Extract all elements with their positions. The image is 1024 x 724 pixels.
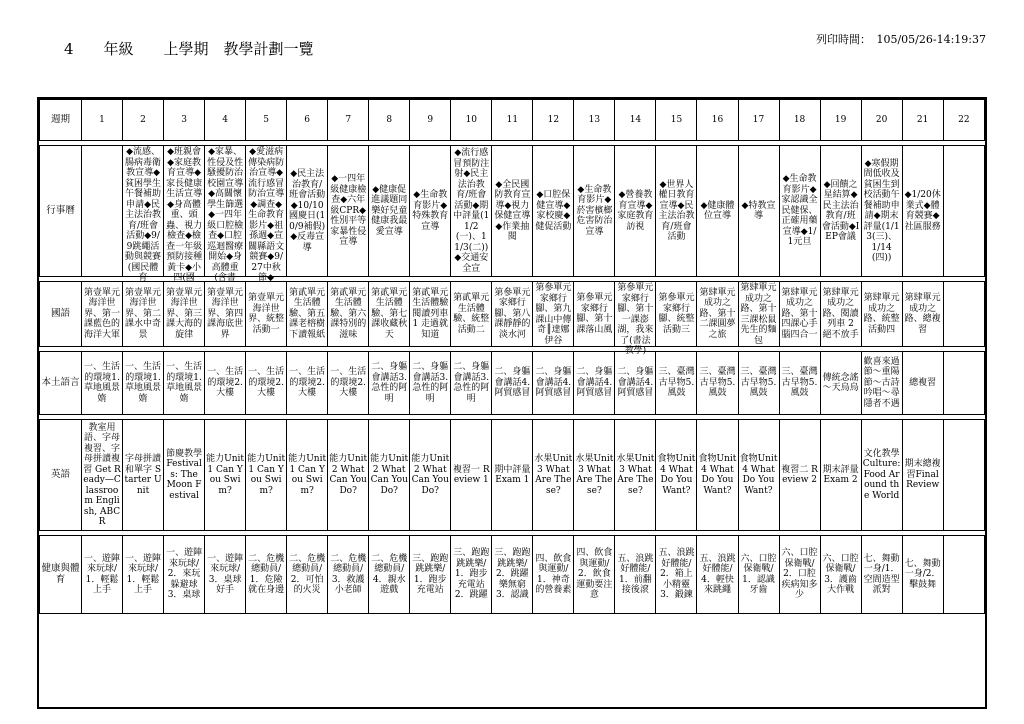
week-number: 5	[246, 100, 287, 141]
plan-cell-text: 第參單元家鄉行腳、第九課山中傳奇║達娜伊谷	[535, 283, 572, 346]
plan-cell-text: 水果Unit 3 What Are These?	[534, 454, 573, 496]
plan-cell-text: 第壹單元海洋世界、第三課大海的旋律	[166, 287, 203, 340]
plan-cell	[287, 146, 328, 277]
plan-cell	[451, 146, 492, 277]
plan-cell	[410, 536, 451, 614]
plan-cell-text: 第壹單元海洋世界、統整活動一	[248, 293, 285, 335]
plan-cell-text: 三、跑跑跳跳樂/1．跑步充電站2．跳躍	[453, 548, 490, 601]
plan-cell-text: 第貳單元生活體驗、統整活動二	[453, 293, 490, 335]
plan-cell-text: 第貳單元生活體驗、第六課特別的滋味	[330, 287, 367, 340]
plan-cell	[943, 420, 984, 531]
plan-cell	[697, 146, 738, 277]
plan-cell-text: ◆生命教育影片◆特殊教育宣導	[412, 190, 449, 232]
plan-cell	[574, 282, 615, 347]
plan-cell	[451, 282, 492, 347]
plan-cell-text: ◆健康促進議題同樂好兒童健康我最愛宣導	[371, 184, 408, 237]
plan-cell	[943, 282, 984, 347]
week-number: 21	[902, 100, 943, 141]
plan-cell-text: 第壹單元海洋世界、第四課海底世界	[207, 287, 244, 340]
plan-cell-text: 三、跑跑跳跳樂/2．跳躍樂無窮3．認識	[494, 548, 531, 601]
plan-cell-text: 二、身軀會講話4.阿貿感冒	[494, 367, 531, 399]
plan-cell	[369, 536, 410, 614]
plan-cell	[246, 282, 287, 347]
plan-cell	[820, 352, 861, 415]
plan-cell	[738, 352, 779, 415]
plan-cell-text: 第參單元家鄉行腳、第八課靜靜的淡水河	[494, 287, 531, 340]
plan-cell	[246, 146, 287, 283]
plan-cell-text: 食物Unit 4 What Do You Want?	[739, 454, 778, 496]
plan-cell	[246, 352, 287, 415]
plan-cell	[697, 420, 738, 531]
week-number: 16	[697, 100, 738, 141]
print-time: 列印時間： 105/05/26-14:19:37	[815, 33, 986, 46]
plan-cell-text: 總複習	[909, 377, 937, 388]
plan-cell-text: 第肆單元成功之路、閱讀列車 2 絕不放手	[822, 287, 859, 340]
plan-cell	[164, 420, 205, 531]
plan-cell-text: 六、口腔保衛戰/2．口腔疾病知多少	[781, 548, 818, 601]
plan-cell-text: ◆1/20休業式◆體育競賽◆社區服務	[904, 190, 941, 232]
week-number: 15	[656, 100, 697, 141]
plan-cell	[902, 146, 943, 277]
plan-cell	[246, 536, 287, 614]
plan-cell-text: 五、浪跳好體能/4．輕快來跳繩	[699, 553, 736, 595]
plan-cell-text: ◆生命教育影片◆家認識全民健保、正確用藥宣導◆1/1元旦	[781, 174, 818, 248]
plan-cell-text: 第壹單元海洋世界、第一課藍色的海洋大軍	[84, 287, 121, 340]
plan-cell	[574, 146, 615, 277]
plan-cell	[533, 146, 574, 277]
plan-cell	[205, 352, 246, 415]
plan-cell	[410, 282, 451, 347]
plan-cell-text: 五、浪跳好體能/2．箱上小精靈3．鍛鍊	[658, 548, 695, 601]
plan-cell	[738, 420, 779, 531]
plan-cell	[369, 146, 410, 277]
plan-cell-text: 六、口腔保衛戰/1．認識牙齒	[740, 553, 777, 595]
plan-cell-text: 一、遊陣來玩球/2．來玩躲避球3．桌球	[166, 548, 203, 601]
plan-cell-text: 七、舞動一身/1．空間造型派對	[863, 553, 900, 595]
plan-cell-text: 一、生活的環境1.草地風景媠	[125, 362, 162, 404]
plan-cell	[533, 420, 574, 531]
plan-cell	[533, 536, 574, 614]
plan-cell	[615, 420, 656, 531]
plan-cell	[369, 420, 410, 531]
plan-cell-text: 二、身軀會講話4.阿貿感冒	[617, 367, 654, 399]
plan-cell	[123, 420, 164, 531]
plan-cell-text: 第貳單元生活體驗閱讀列車 1 走過就知道	[412, 287, 449, 340]
plan-cell	[656, 420, 697, 531]
plan-cell-text: ◆流感、腸病毒衛教宣導◆貧困學生午餐補助申請◆民主法治教育/班會活動◆9/9跳繩活動與競賽(國民體育	[125, 147, 162, 283]
plan-cell-text: 二、身軀會講話4.阿貿感冒	[576, 367, 613, 399]
plan-cell-text: 一、遊陣來玩球/1．輕鬆上手	[125, 553, 162, 595]
plan-cell	[902, 420, 943, 531]
plan-cell-text: 能力Unit 1 Can You Swim?	[288, 454, 327, 496]
plan-cell-text: ◆班親會◆家庭教育宣導◆家長健康生活宣導◆身高體重、頭蟲、視力檢查◆檢查一年級預防接種黃卡◆小四(國	[166, 147, 203, 283]
plan-cell	[574, 352, 615, 415]
plan-cell	[246, 420, 287, 531]
plan-cell-text: 水果Unit 3 What Are These?	[575, 454, 614, 496]
week-number: 11	[492, 100, 533, 141]
plan-cell	[328, 352, 369, 415]
plan-cell-text: 四、飲食與運動/1．神奇的營養素	[535, 553, 572, 595]
plan-cell-text: 能力Unit 2 What Can You Do?	[329, 454, 368, 496]
plan-cell	[615, 352, 656, 415]
plan-cell	[287, 420, 328, 531]
week-number: 20	[861, 100, 902, 141]
plan-cell	[697, 282, 738, 347]
plan-cell	[205, 420, 246, 531]
plan-cell	[410, 146, 451, 277]
plan-cell	[615, 536, 656, 614]
plan-cell-text: 第肆單元成功之路、第十四課心手腦四合一	[781, 287, 818, 340]
week-number: 8	[369, 100, 410, 141]
subject-row	[40, 352, 985, 415]
plan-cell-text: 第肆單元成功之路、總複習	[904, 293, 941, 335]
plan-cell	[820, 536, 861, 614]
plan-cell-text: 一、生活的環境2.大樓	[248, 367, 285, 399]
plan-cell	[574, 536, 615, 614]
plan-cell	[369, 282, 410, 347]
plan-cell	[492, 352, 533, 415]
week-number: 7	[328, 100, 369, 141]
plan-cell-text: 四、飲食與運動/2．飲食運動要注意	[576, 548, 613, 601]
plan-cell-text: ◆全民國防教育宣導◆視力保健宣導◆作業抽閱	[494, 179, 531, 242]
plan-cell-text: 三、臺灣古早物5.風鼓	[699, 367, 736, 399]
week-number: 13	[574, 100, 615, 141]
plan-cell	[287, 352, 328, 415]
plan-cell	[902, 536, 943, 614]
plan-cell-text: 第肆單元成功之路、第十二課圓夢之旅	[699, 287, 736, 340]
plan-cell-text: 三、臺灣古早物5.風鼓	[781, 367, 818, 399]
week-header-row	[40, 100, 985, 141]
week-number: 9	[410, 100, 451, 141]
page-title: 4 年級 上學期 教學計劃一覽	[64, 40, 314, 58]
plan-cell	[492, 536, 533, 614]
plan-cell	[861, 420, 902, 531]
plan-cell-text: 能力Unit 2 What Can You Do?	[411, 454, 450, 496]
plan-cell-text: 五、浪跳好體能/1．前翻接後滾	[617, 553, 654, 595]
plan-cell-text: 六、口腔保衛戰/3．護齒大作戰	[822, 553, 859, 595]
plan-cell-text: ◆寒假期間低收及貧困生到校活動午餐補助申請◆期末評量(1/13(三)、1/14(四))	[863, 158, 900, 263]
plan-cell-text: 二、身軀會講話4.阿貿感冒	[535, 367, 572, 399]
plan-cell	[779, 146, 820, 277]
plan-cell-text: 三、臺灣古早物5.風鼓	[658, 367, 695, 399]
plan-cell	[656, 282, 697, 347]
plan-cell-text: 一、生活的環境1.草地風景媠	[84, 362, 121, 404]
week-number: 1	[82, 100, 123, 141]
plan-cell	[861, 146, 902, 277]
plan-cell	[533, 282, 574, 347]
plan-cell	[943, 536, 984, 614]
subject-label: 本土語言	[40, 352, 82, 415]
plan-cell-text: 字母拼讀和單字 Starter Unit	[124, 454, 162, 496]
plan-cell	[615, 146, 656, 277]
plan-cell	[369, 352, 410, 415]
plan-cell	[123, 536, 164, 614]
plan-cell-text: ◆營養教育宣導◆家庭教育訪視	[617, 190, 654, 232]
plan-cell	[328, 282, 369, 347]
plan-cell-text: 二、危機總動員/2．可怕的火災	[289, 553, 326, 595]
week-number: 3	[164, 100, 205, 141]
plan-cell	[123, 146, 164, 283]
plan-cell	[164, 282, 205, 347]
week-number: 4	[205, 100, 246, 141]
week-number: 12	[533, 100, 574, 141]
week-number: 14	[615, 100, 656, 141]
subject-label: 健康與體育	[40, 536, 82, 614]
plan-cell	[902, 352, 943, 415]
plan-cell-text: 複習二 Review 2	[781, 464, 818, 485]
subject-label: 英語	[40, 420, 82, 531]
plan-cell-text: 二、身軀會講話3.急性的阿明	[412, 362, 449, 404]
plan-cell-text: ◆家暴、性侵及性騷擾防治校園宣導◆高關懷學生篩選◆一四年級口腔檢查◆口腔巡迴醫療開始◆身高體重(含書	[207, 147, 244, 283]
week-number: 22	[943, 100, 984, 141]
plan-cell-text: ◆世界人權日教育宣導◆民主法治教育/班會活動	[658, 179, 695, 242]
plan-cell-text: 能力Unit 1 Can You Swim?	[206, 454, 245, 496]
plan-cell-text: 一、生活的環境2.大樓	[289, 367, 326, 399]
plan-cell-text: 二、身軀會講話3.急性的阿明	[453, 362, 490, 404]
plan-cell-text: 複習一 Review 1	[452, 464, 490, 485]
plan-cell-text: 期末總複習Final Review	[904, 459, 941, 491]
plan-cell	[164, 536, 205, 614]
plan-cell-text: 二、危機總動員/4．親水遊戲	[371, 553, 408, 595]
plan-cell-text: 一、生活的環境2.大樓	[330, 367, 367, 399]
subject-row	[40, 282, 985, 347]
plan-cell-text: 食物Unit 4 What Do You Want?	[698, 454, 737, 496]
plan-cell-text: 文化教學 Culture: Food Around the World	[862, 448, 901, 501]
week-number: 2	[123, 100, 164, 141]
subject-row	[40, 536, 985, 614]
plan-cell-text: 一、遊陣來玩球/1．輕鬆上手	[84, 553, 121, 595]
plan-cell-text: 期末評量 Exam 2	[822, 464, 859, 485]
plan-cell-text: 歡喜來過節～重陽節～古詩吟唱～尋隱者不遇	[863, 356, 900, 409]
plan-cell	[82, 536, 123, 614]
plan-cell	[287, 282, 328, 347]
plan-cell	[902, 282, 943, 347]
plan-cell-text: 第參單元家鄉行腳、第十課落山風	[576, 293, 613, 335]
plan-cell-text: 第肆單元成功之路、統整活動四	[863, 293, 900, 335]
plan-cell	[205, 282, 246, 347]
plan-cell	[205, 146, 246, 283]
plan-cell	[82, 282, 123, 347]
week-number: 6	[287, 100, 328, 141]
plan-cell	[492, 146, 533, 277]
subject-label: 國語	[40, 282, 82, 347]
teaching-plan-table	[39, 99, 985, 614]
plan-cell-text: 一、生活的環境2.大樓	[207, 367, 244, 399]
plan-cell-text: 期中評量 Exam 1	[494, 464, 531, 485]
plan-cell-text: 第參單元家鄉行腳、統整活動三	[658, 293, 695, 335]
plan-cell	[697, 352, 738, 415]
plan-cell	[943, 352, 984, 415]
plan-cell	[615, 282, 656, 356]
plan-cell	[738, 282, 779, 347]
plan-cell-text: 水果Unit 3 What Are These?	[616, 454, 655, 496]
plan-cell	[820, 282, 861, 347]
plan-cell	[164, 352, 205, 415]
plan-cell	[656, 536, 697, 614]
plan-cell-text: 能力Unit 1 Can You Swim?	[247, 454, 286, 496]
plan-cell	[123, 282, 164, 347]
plan-cell	[656, 352, 697, 415]
plan-cell	[943, 146, 984, 277]
plan-cell	[328, 420, 369, 531]
plan-cell-text: ◆特教宣導	[741, 200, 776, 221]
plan-cell	[451, 352, 492, 415]
plan-cell	[492, 420, 533, 531]
plan-cell	[492, 282, 533, 347]
plan-cell-text: 三、跑跑跳跳樂/1．跑步充電站	[412, 553, 449, 595]
plan-cell-text: 節慶教學 Festivals: The Moon Festival	[166, 448, 203, 501]
plan-cell	[779, 536, 820, 614]
plan-cell-text: ◆一四年級健康檢查◆六年級CPR◆性別平等家暴性侵宣導	[330, 174, 367, 248]
plan-cell	[410, 420, 451, 531]
plan-cell	[861, 536, 902, 614]
plan-cell-text: ◆愛滋病傳染病防治宣導◆流行感冒防治宣導◆調查◆生命教育影片◆祖孫週◆宣關縣語文競賽◆9/27中秋節◆	[248, 147, 285, 283]
plan-cell	[779, 282, 820, 347]
plan-cell	[82, 420, 123, 531]
plan-cell	[697, 536, 738, 614]
plan-cell	[123, 352, 164, 415]
plan-cell-text: 第貳單元生活體驗、第五課老榕樹下讀報紙	[289, 287, 326, 340]
plan-cell-text: ◆回饋之星結算◆民主法治教育/班會活動◆IEP會議	[821, 179, 860, 242]
plan-cell	[738, 146, 779, 277]
plan-cell	[779, 420, 820, 531]
plan-cell	[164, 146, 205, 283]
plan-cell	[82, 146, 123, 277]
week-number: 17	[738, 100, 779, 141]
plan-cell-text: ◆生命教育影片◆菸害檳榔危害防治宣導	[576, 184, 613, 237]
plan-cell	[533, 352, 574, 415]
plan-cell	[779, 352, 820, 415]
plan-cell	[451, 420, 492, 531]
plan-cell	[861, 352, 902, 415]
subject-row	[40, 420, 985, 531]
plan-cell-text: 教室用語、字母複習、字母拼讀複習 Get Ready—Classroom English, ABC R	[83, 422, 121, 527]
plan-cell	[738, 536, 779, 614]
plan-cell-text: 傳統念謠～天烏烏	[822, 372, 859, 393]
plan-cell-text: 第壹單元海洋世界、第二課水中奇景	[125, 287, 162, 340]
plan-cell-text: 第參單元家鄉行腳、第十一課澎湖，我來了(書法教學)	[617, 283, 654, 356]
plan-cell-text: ◆健康體位宣導	[700, 200, 735, 221]
plan-cell	[820, 420, 861, 531]
subject-row	[40, 146, 985, 277]
plan-cell-text: 二、危機總動員/3．救護小老師	[330, 553, 367, 595]
plan-cell-text: ◆流行感冒預防注射◆民主法治教育/班會活動◆期中評量(11/2(一)、11/3(二))◆交通安全宣	[453, 148, 490, 274]
plan-cell	[656, 146, 697, 277]
week-number: 10	[451, 100, 492, 141]
week-number: 19	[820, 100, 861, 141]
plan-cell-text: 一、生活的環境1.草地風景媠	[166, 362, 203, 404]
plan-cell	[328, 146, 369, 277]
plan-cell-text: 第肆單元成功之路、第十三課松鼠先生的麵包	[740, 283, 777, 346]
plan-cell	[205, 536, 246, 614]
plan-cell-text: 第貳單元生活體驗、第七課收藏秋天	[371, 287, 408, 340]
subject-label: 行事曆	[40, 146, 82, 277]
plan-cell	[820, 146, 861, 277]
plan-cell	[328, 536, 369, 614]
plan-cell-text: ◆民主法治教育/班會活動◆10/10國慶日(10/9補假)◆反毒宣導	[289, 169, 326, 253]
plan-cell-text: 食物Unit 4 What Do You Want?	[657, 454, 696, 496]
plan-cell-text: 一、遊陣來玩球/3．桌球好手	[207, 553, 244, 595]
plan-cell-text: 二、危機總動員/1．危險就在身邊	[248, 553, 285, 595]
plan-cell	[574, 420, 615, 531]
plan-cell-text: 二、身軀會講話3.急性的阿明	[371, 362, 408, 404]
plan-cell	[861, 282, 902, 347]
plan-cell	[410, 352, 451, 415]
plan-cell-text: 三、臺灣古早物5.風鼓	[740, 367, 777, 399]
plan-cell-text: 七、舞動一身/2．擊鼓舞	[904, 558, 941, 590]
plan-cell-text: 能力Unit 2 What Can You Do?	[370, 454, 409, 496]
week-number: 18	[779, 100, 820, 141]
plan-cell-text: ◆口腔保健宣導◆家校慶◆健促活動	[535, 190, 572, 232]
plan-table-frame	[37, 97, 987, 709]
plan-cell	[82, 352, 123, 415]
plan-cell	[287, 536, 328, 614]
plan-cell	[451, 536, 492, 614]
week-label: 週期	[40, 100, 82, 141]
